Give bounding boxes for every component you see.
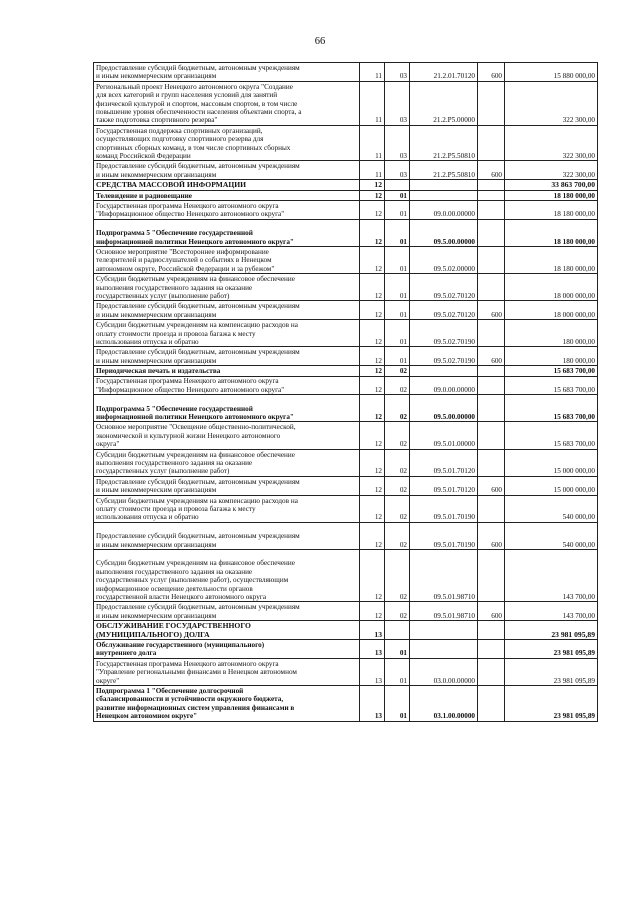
- row-section-code: 12: [360, 200, 385, 219]
- row-target-article: 09.5.02.70190: [410, 320, 478, 347]
- row-expense-type: [478, 550, 505, 602]
- row-amount: 143 700,00: [505, 602, 598, 621]
- row-amount: 18 180 000,00: [505, 246, 598, 273]
- row-expense-type: [478, 395, 505, 422]
- row-target-article: 09.5.01.00000: [410, 422, 478, 449]
- row-amount: 322 300,00: [505, 81, 598, 125]
- row-expense-type: [478, 180, 505, 190]
- row-amount: 23 981 095,89: [505, 640, 598, 659]
- row-name: Государственная программа Ненецкого автономного округа "Информационное общество Ненецкого автономного округа": [94, 376, 360, 395]
- row-target-article: 09.5.02.70190: [410, 347, 478, 366]
- row-subsection-code: 02: [385, 366, 410, 376]
- row-section-code: 13: [360, 686, 385, 722]
- row-name: Подпрограмма 1 "Обеспечение долгосрочной сбалансированности и устойчивости окружного бюджета, развитие информационных систем управления финансами в Ненецком автономном округе": [94, 686, 360, 722]
- row-target-article: [410, 366, 478, 376]
- row-subsection-code: 01: [385, 190, 410, 200]
- row-name: Предоставление субсидий бюджетным, автономным учреждениям и иным некоммерческим организациям: [94, 347, 360, 366]
- row-section-code: 12: [360, 495, 385, 522]
- table-row: [94, 495, 598, 522]
- table-row: [94, 180, 598, 190]
- row-subsection-code: 03: [385, 81, 410, 125]
- table-row: [94, 621, 598, 640]
- table-row: [94, 246, 598, 273]
- row-section-code: 12: [360, 347, 385, 366]
- row-amount: 23 981 095,89: [505, 621, 598, 640]
- row-amount: 33 863 700,00: [505, 180, 598, 190]
- row-name: Телевидение и радиовещание: [94, 190, 360, 200]
- table-row: [94, 550, 598, 602]
- row-name: Региональный проект Ненецкого автономного округа "Создание для всех категорий и групп населения условий для занятий физической культурой и спортом, массовым спортом, в том числе повышение уровня обеспеченности населения объектами спорта, а также подготовка спортивного резерва": [94, 81, 360, 125]
- table-row: [94, 366, 598, 376]
- table-row: [94, 376, 598, 395]
- row-name: Субсидии бюджетным учреждениям на финансовое обеспечение выполнения государственного задания на оказание государственных услуг (выполнение работ), осуществляющим информационное освещение деятельности органов государственной власти Ненецкого автономного округа: [94, 550, 360, 602]
- row-section-code: 12: [360, 190, 385, 200]
- row-amount: 15 683 700,00: [505, 366, 598, 376]
- row-section-code: 12: [360, 376, 385, 395]
- row-amount: 18 180 000,00: [505, 190, 598, 200]
- row-subsection-code: 01: [385, 347, 410, 366]
- row-expense-type: 600: [478, 161, 505, 180]
- row-section-code: 11: [360, 125, 385, 161]
- row-section-code: 12: [360, 522, 385, 549]
- row-target-article: 09.5.01.98710: [410, 602, 478, 621]
- row-name: Предоставление субсидий бюджетным, автономным учреждениям и иным некоммерческим организациям: [94, 63, 360, 82]
- row-name: Подпрограмма 5 "Обеспечение государственной информационной политики Ненецкого автономного округа": [94, 395, 360, 422]
- row-section-code: 12: [360, 246, 385, 273]
- row-amount: 540 000,00: [505, 495, 598, 522]
- row-amount: 15 683 700,00: [505, 395, 598, 422]
- row-target-article: [410, 180, 478, 190]
- row-subsection-code: 02: [385, 422, 410, 449]
- row-amount: 15 000 000,00: [505, 476, 598, 495]
- row-target-article: 09.5.02.00000: [410, 246, 478, 273]
- row-subsection-code: 02: [385, 449, 410, 476]
- row-subsection-code: 03: [385, 63, 410, 82]
- table-row: [94, 658, 598, 685]
- row-expense-type: [478, 449, 505, 476]
- row-subsection-code: 02: [385, 495, 410, 522]
- row-section-code: 11: [360, 81, 385, 125]
- row-subsection-code: 01: [385, 658, 410, 685]
- row-section-code: 12: [360, 301, 385, 320]
- row-target-article: 21.2.P5.50810: [410, 161, 478, 180]
- row-name: Государственная программа Ненецкого автономного округа "Управление региональными финансами в Ненецком автономном округе": [94, 658, 360, 685]
- row-target-article: 03.0.00.00000: [410, 658, 478, 685]
- row-target-article: 09.5.01.70120: [410, 476, 478, 495]
- row-target-article: [410, 640, 478, 659]
- row-section-code: 12: [360, 550, 385, 602]
- row-expense-type: 600: [478, 602, 505, 621]
- row-expense-type: [478, 274, 505, 301]
- row-subsection-code: 02: [385, 522, 410, 549]
- row-expense-type: [478, 190, 505, 200]
- row-amount: 18 000 000,00: [505, 301, 598, 320]
- row-section-code: 12: [360, 395, 385, 422]
- table-row: [94, 602, 598, 621]
- row-name: Подпрограмма 5 "Обеспечение государственной информационной политики Ненецкого автономного округа": [94, 219, 360, 246]
- table-row: [94, 476, 598, 495]
- row-expense-type: [478, 320, 505, 347]
- table-row: [94, 200, 598, 219]
- row-amount: 23 981 095,89: [505, 686, 598, 722]
- row-target-article: 09.0.00.00000: [410, 376, 478, 395]
- row-name: Субсидии бюджетным учреждениям на финансовое обеспечение выполнения государственного задания на оказание государственных услуг (выполнение работ): [94, 274, 360, 301]
- row-name: Предоставление субсидий бюджетным, автономным учреждениям и иным некоммерческим организациям: [94, 476, 360, 495]
- row-target-article: 09.5.00.00000: [410, 395, 478, 422]
- row-target-article: 21.2.P5.00000: [410, 81, 478, 125]
- table-row: [94, 449, 598, 476]
- row-name: Государственная поддержка спортивных организаций, осуществляющих подготовку спортивного резерва для спортивных сборных команд, в том числе спортивных сборных команд Российской Федерации: [94, 125, 360, 161]
- row-name: Периодическая печать и издательства: [94, 366, 360, 376]
- table-row: [94, 640, 598, 659]
- row-subsection-code: 01: [385, 200, 410, 219]
- row-amount: 322 300,00: [505, 161, 598, 180]
- row-expense-type: [478, 686, 505, 722]
- row-section-code: 13: [360, 640, 385, 659]
- row-amount: 322 300,00: [505, 125, 598, 161]
- row-expense-type: [478, 246, 505, 273]
- row-amount: 15 683 700,00: [505, 422, 598, 449]
- row-subsection-code: 01: [385, 219, 410, 246]
- table-row: [94, 347, 598, 366]
- row-section-code: 11: [360, 63, 385, 82]
- row-expense-type: [478, 366, 505, 376]
- table-row: [94, 81, 598, 125]
- row-target-article: 03.1.00.00000: [410, 686, 478, 722]
- row-target-article: [410, 621, 478, 640]
- row-subsection-code: 02: [385, 476, 410, 495]
- row-expense-type: 600: [478, 476, 505, 495]
- row-expense-type: [478, 495, 505, 522]
- table-row: [94, 301, 598, 320]
- row-section-code: 13: [360, 621, 385, 640]
- row-expense-type: [478, 125, 505, 161]
- table-row: [94, 422, 598, 449]
- row-expense-type: [478, 376, 505, 395]
- row-section-code: 12: [360, 449, 385, 476]
- row-amount: 15 683 700,00: [505, 376, 598, 395]
- row-section-code: 12: [360, 602, 385, 621]
- table-row: [94, 219, 598, 246]
- row-name: Субсидии бюджетным учреждениям на компенсацию расходов на оплату стоимости проезда и провоза багажа к месту использования отпуска и обратно: [94, 320, 360, 347]
- table-row: [94, 522, 598, 549]
- row-expense-type: [478, 219, 505, 246]
- table-row: [94, 125, 598, 161]
- table-row: [94, 161, 598, 180]
- row-target-article: 09.0.00.00000: [410, 200, 478, 219]
- row-subsection-code: 02: [385, 395, 410, 422]
- row-name: Обслуживание государственного (муниципального) внутреннего долга: [94, 640, 360, 659]
- row-expense-type: 600: [478, 522, 505, 549]
- table-row: [94, 190, 598, 200]
- row-amount: 143 700,00: [505, 550, 598, 602]
- budget-table: [93, 62, 598, 722]
- row-section-code: 12: [360, 219, 385, 246]
- row-expense-type: [478, 422, 505, 449]
- row-section-code: 12: [360, 476, 385, 495]
- row-section-code: 11: [360, 161, 385, 180]
- row-subsection-code: 03: [385, 125, 410, 161]
- row-expense-type: [478, 81, 505, 125]
- row-section-code: 12: [360, 180, 385, 190]
- table-row: [94, 63, 598, 82]
- row-target-article: 09.5.01.70190: [410, 522, 478, 549]
- page-number: 66: [314, 36, 326, 47]
- row-target-article: 21.2.01.70120: [410, 63, 478, 82]
- row-name: ОБСЛУЖИВАНИЕ ГОСУДАРСТВЕННОГО (МУНИЦИПАЛЬНОГО) ДОЛГА: [94, 621, 360, 640]
- row-expense-type: 600: [478, 301, 505, 320]
- row-target-article: [410, 190, 478, 200]
- row-subsection-code: 02: [385, 376, 410, 395]
- row-expense-type: [478, 640, 505, 659]
- row-section-code: 12: [360, 274, 385, 301]
- row-amount: 18 180 000,00: [505, 200, 598, 219]
- budget-table-body: [94, 63, 598, 722]
- row-name: Предоставление субсидий бюджетным, автономным учреждениям и иным некоммерческим организациям: [94, 522, 360, 549]
- row-expense-type: 600: [478, 63, 505, 82]
- row-target-article: 09.5.01.70190: [410, 495, 478, 522]
- table-row: [94, 686, 598, 722]
- row-expense-type: [478, 658, 505, 685]
- row-name: СРЕДСТВА МАССОВОЙ ИНФОРМАЦИИ: [94, 180, 360, 190]
- row-section-code: 12: [360, 422, 385, 449]
- row-amount: 540 000,00: [505, 522, 598, 549]
- row-amount: 180 000,00: [505, 347, 598, 366]
- row-target-article: 09.5.02.70120: [410, 274, 478, 301]
- row-section-code: 13: [360, 658, 385, 685]
- row-name: Предоставление субсидий бюджетным, автономным учреждениям и иным некоммерческим организациям: [94, 161, 360, 180]
- row-target-article: 09.5.02.70120: [410, 301, 478, 320]
- row-name: Основное мероприятие "Всестороннее информирование телезрителей и радиослушателей о событиях в Ненецком автономном округе, Российской Федерации и за рубежом": [94, 246, 360, 273]
- row-name: Основное мероприятие "Освещение общественно-политической, экономической и культурной жизни Ненецкого автономного округа": [94, 422, 360, 449]
- row-amount: 23 981 095,89: [505, 658, 598, 685]
- row-subsection-code: [385, 180, 410, 190]
- row-subsection-code: 01: [385, 246, 410, 273]
- row-subsection-code: 01: [385, 274, 410, 301]
- row-name: Предоставление субсидий бюджетным, автономным учреждениям и иным некоммерческим организациям: [94, 301, 360, 320]
- row-name: Субсидии бюджетным учреждениям на финансовое обеспечение выполнения государственного задания на оказание государственных услуг (выполнение работ): [94, 449, 360, 476]
- row-target-article: 09.5.01.98710: [410, 550, 478, 602]
- row-section-code: 12: [360, 366, 385, 376]
- row-section-code: 12: [360, 320, 385, 347]
- row-subsection-code: 01: [385, 301, 410, 320]
- row-target-article: 09.5.00.00000: [410, 219, 478, 246]
- row-name: Государственная программа Ненецкого автономного округа "Информационное общество Ненецкого автономного округа": [94, 200, 360, 219]
- row-subsection-code: 01: [385, 320, 410, 347]
- row-expense-type: [478, 621, 505, 640]
- row-amount: 18 180 000,00: [505, 219, 598, 246]
- row-subsection-code: 03: [385, 161, 410, 180]
- row-amount: 15 880 000,00: [505, 63, 598, 82]
- row-subsection-code: [385, 621, 410, 640]
- row-amount: 15 000 000,00: [505, 449, 598, 476]
- row-target-article: 09.5.01.70120: [410, 449, 478, 476]
- table-row: [94, 395, 598, 422]
- row-name: Предоставление субсидий бюджетным, автономным учреждениям и иным некоммерческим организациям: [94, 602, 360, 621]
- row-target-article: 21.2.P5.50810: [410, 125, 478, 161]
- row-name: Субсидии бюджетным учреждениям на компенсацию расходов на оплату стоимости проезда и провоза багажа к месту использования отпуска и обратно: [94, 495, 360, 522]
- row-expense-type: 600: [478, 347, 505, 366]
- row-subsection-code: 02: [385, 550, 410, 602]
- row-amount: 180 000,00: [505, 320, 598, 347]
- row-subsection-code: 01: [385, 686, 410, 722]
- row-subsection-code: 02: [385, 602, 410, 621]
- table-row: [94, 274, 598, 301]
- row-subsection-code: 01: [385, 640, 410, 659]
- row-expense-type: [478, 200, 505, 219]
- row-amount: 18 000 000,00: [505, 274, 598, 301]
- table-row: [94, 320, 598, 347]
